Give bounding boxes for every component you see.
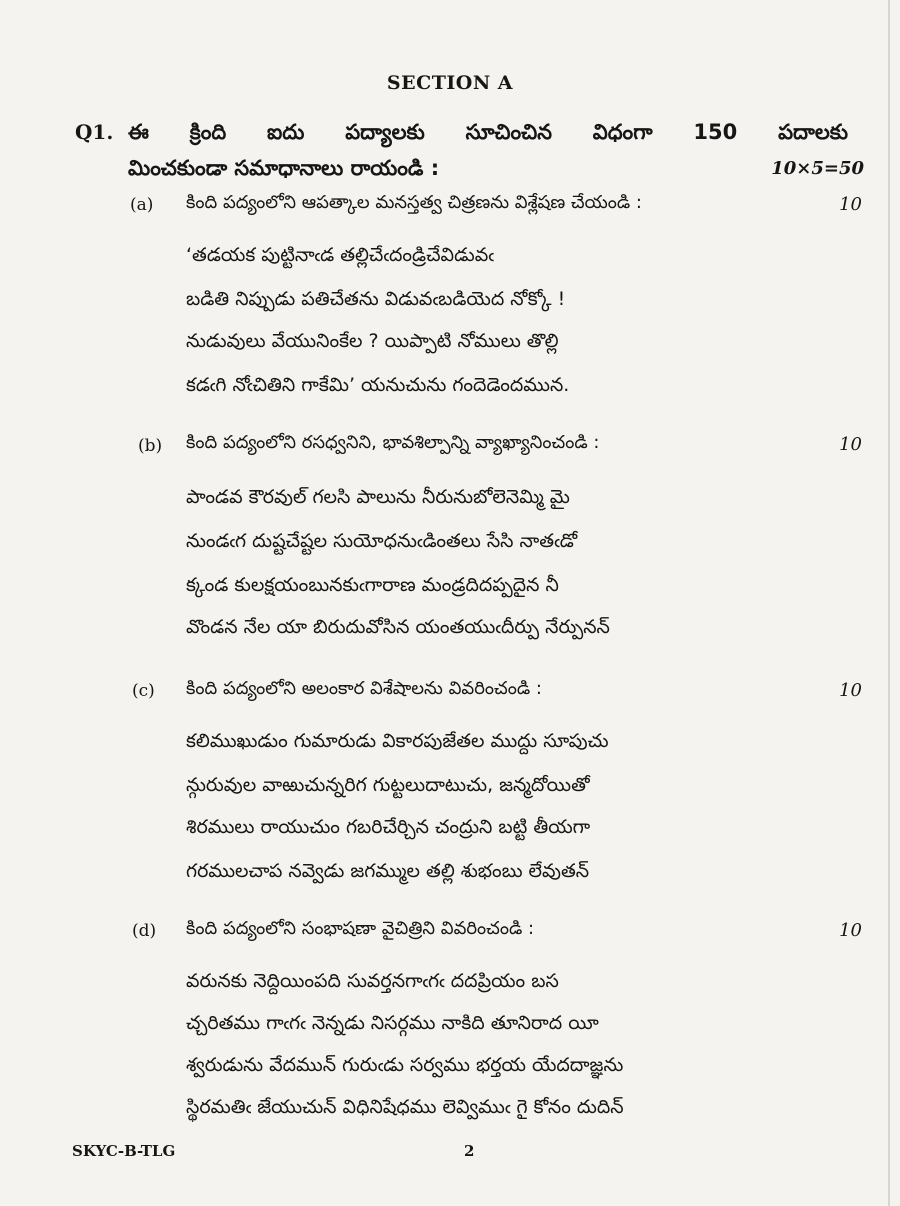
part-d-verse-line-1: వరునకు నెద్దియింపది సువర్తనగాఁగఁ దదప్రియం బస (186, 970, 559, 992)
part-d-marks: 10 (839, 920, 862, 941)
part-c-verse-line-1: కలిముఖుడుం గుమారుడు వికారపుజేతల ముద్దు సూపుచు (186, 730, 609, 752)
part-a-verse-line-4: కడఁగి నోఁచితిని గాకేమి’ యనుచును గందెడెందమున. (186, 374, 570, 396)
part-b-verse-line-4: వొండన నేల యా బిరుదువోసిన యంతయుఁదీర్పు నేర్పునన్ (186, 616, 610, 638)
part-a-verse-line-3: నుడువులు వేయునింకేల ? యిప్పాటి నోములు తొల్లి (186, 330, 559, 352)
part-a-marks: 10 (839, 194, 862, 215)
part-b-verse-line-1: పాండవ కౌరవుల్ గలసి పాలును నీరునుబోలెనెమ్మి మై (186, 486, 570, 508)
part-b-instruction: కింది పద్యంలోని రసధ్వనిని, భావశిల్పాన్ని వ్యాఖ్యానించండి : (186, 432, 600, 453)
part-c-marks: 10 (839, 680, 862, 701)
part-d-verse-line-3: శ్వరుడును వేదమున్ గురుఁడు సర్వము భర్తయ యేదదాజ్ఞను (186, 1054, 624, 1076)
question-total-marks: 10×5=50 (771, 158, 864, 179)
part-d-instruction: కింది పద్యంలోని సంభాషణా వైచిత్రిని వివరించండి : (186, 918, 535, 939)
part-a-instruction: కింది పద్యంలోని ఆపత్కాల మనస్తత్వ చిత్రణను విశ్లేషణ చేయండి : (186, 192, 642, 213)
part-c-label: (c) (132, 681, 155, 701)
part-a-label: (a) (130, 195, 154, 215)
question-text (128, 114, 848, 186)
question-text-line-1: ఈ క్రింది ఐదు పద్యాలకు సూచించిన విధంగా 150 పదాలకు (128, 120, 848, 144)
part-c-verse-line-2: న్గురువుల వాఱుచున్నరిగ గుట్టలుదాటుచు, జన్మదోయితో (186, 774, 590, 796)
paper-code: SKYC-B-TLG (72, 1142, 176, 1160)
part-d-verse-line-4: స్థిరమతిఁ జేయుచున్ విధినిషేధము లెవ్విముఁ గై కోనం దుదిన్ (186, 1096, 624, 1118)
part-b-marks: 10 (839, 434, 862, 455)
question-number: Q1. (75, 120, 114, 144)
part-d-verse-line-2: చ్చరితము గాఁగఁ నెన్నడు నిసర్గము నాకిది తూనిరాద యీ (186, 1012, 599, 1034)
page-edge (888, 0, 890, 1206)
part-b-verse-line-3: క్కండ కులక్షయంబునకుఁగారాణ మండ్రదిదప్పదైన నీ (186, 574, 559, 596)
part-b-label: (b) (138, 436, 163, 456)
part-b-verse-line-2: నుండఁగ దుష్టచేష్టల సుయోధనుఁడింతలు సేసి నాతఁడో (186, 530, 578, 552)
part-c-instruction: కింది పద్యంలోని అలంకార విశేషాలను వివరించండి : (186, 678, 542, 699)
part-c-verse-line-4: గరములచాప నవ్వెడు జగమ్ముల తల్లి శుభంబు లేవుతన్ (186, 860, 590, 882)
section-title: SECTION A (386, 72, 514, 94)
page-number: 2 (464, 1142, 475, 1160)
part-a-verse-line-2: బడితి నిప్పుడు పతిచేతను విడువఁబడియెద నోక్కో ! (186, 288, 566, 310)
part-d-label: (d) (132, 921, 157, 941)
question-text-line-2: మించకుండా సమాధానాలు రాయండి : (128, 156, 440, 180)
part-c-verse-line-3: శిరములు రాయుచుం గబరిచేర్చిన చంద్రుని బట్టి తీయగా (186, 816, 591, 838)
part-a-verse-line-1: ‘తడయక పుట్టినాఁడ తల్లిచేఁదండ్రిచేవిడువఁ (186, 244, 494, 266)
